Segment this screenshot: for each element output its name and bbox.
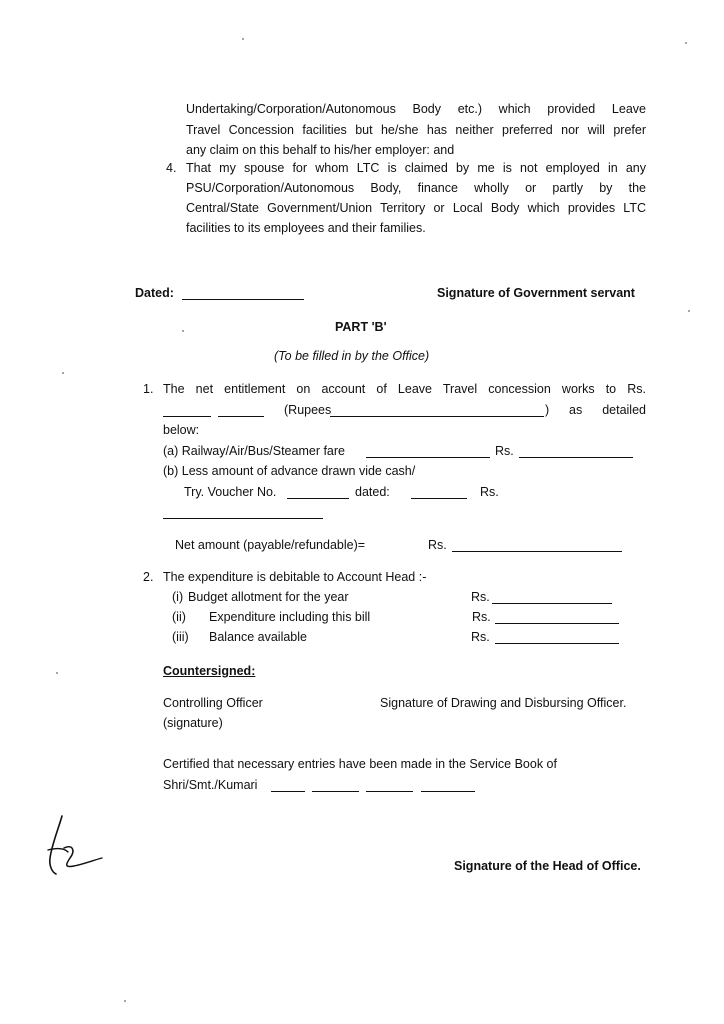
controlling-officer-label: Controlling Officer: [163, 696, 263, 710]
dated-blank-line[interactable]: [182, 299, 304, 300]
dated-label: Dated:: [135, 286, 174, 300]
scan-speck: [124, 1000, 126, 1002]
scan-speck: [688, 310, 690, 312]
expenditure-row-number: (ii): [172, 610, 186, 624]
expenditure-row-rs: Rs.: [472, 610, 491, 624]
item-4-line-2: PSU/Corporation/Autonomous Body, finance wholly or partly by the: [186, 181, 646, 195]
rupees-label: (Rupees: [284, 403, 332, 417]
intro-line-3: any claim on this behalf to his/her employer: and: [186, 143, 455, 157]
countersigned-heading: Countersigned:: [163, 664, 256, 678]
item-1-line-1: The net entitlement on account of Leave Travel concession works to Rs.: [163, 382, 646, 396]
fare-label: (a) Railway/Air/Bus/Steamer fare: [163, 444, 346, 458]
scan-speck: [242, 38, 244, 40]
name-line-3[interactable]: [366, 791, 413, 792]
item-2-title: The expenditure is debitable to Account Head :-: [163, 570, 427, 584]
fare-blank-line[interactable]: [366, 457, 490, 458]
balance-amount-line[interactable]: [495, 643, 619, 644]
expenditure-row-label: Expenditure including this bill: [209, 610, 371, 624]
intro-line-1: Undertaking/Corporation/Autonomous Body etc.) which provided Leave: [186, 102, 646, 116]
certified-line-2: Shri/Smt./Kumari: [163, 778, 258, 792]
scan-speck: [56, 672, 58, 674]
net-amount-line[interactable]: [452, 551, 622, 552]
voucher-date-line[interactable]: [411, 498, 467, 499]
ddo-signature: Signature of Drawing and Disbursing Officer.: [380, 696, 627, 710]
advance-amount-line[interactable]: [163, 518, 323, 519]
name-line-1[interactable]: [271, 791, 305, 792]
voucher-rs-label: Rs.: [480, 485, 499, 499]
scan-speck: [685, 42, 687, 44]
name-line-4[interactable]: [421, 791, 475, 792]
certified-line-1: Certified that necessary entries have been made in the Service Book of: [163, 757, 557, 771]
fare-amount-line[interactable]: [519, 457, 633, 458]
controlling-officer-signature: (signature): [163, 716, 223, 730]
rupees-in-words-line[interactable]: [330, 416, 544, 417]
net-rs-label: Rs.: [428, 538, 447, 552]
name-line-2[interactable]: [312, 791, 359, 792]
handwritten-initials: [40, 812, 110, 884]
scan-speck: [62, 372, 64, 374]
head-of-office-signature: Signature of the Head of Office.: [454, 859, 641, 873]
part-b-subtitle: (To be filled in by the Office): [274, 349, 430, 363]
balance-row-number: (iii): [172, 630, 189, 644]
net-amount-label: Net amount (payable/refundable)=: [175, 538, 366, 552]
expenditure-amount-line[interactable]: [495, 623, 619, 624]
voucher-number-line[interactable]: [287, 498, 349, 499]
item-4-line-4: facilities to its employees and their families.: [186, 221, 426, 235]
as-detailed-text: as detailed: [569, 403, 646, 417]
below-text: below:: [163, 423, 200, 437]
budget-row-label: Budget allotment for the year: [188, 590, 349, 604]
fare-rs-label: Rs.: [495, 444, 514, 458]
budget-row-rs: Rs.: [471, 590, 490, 604]
item-4-line-3: Central/State Government/Union Territory or Local Body which provides LTC: [186, 201, 646, 215]
budget-row-number: (i): [172, 590, 184, 604]
item-2-number: 2.: [143, 570, 154, 584]
balance-row-rs: Rs.: [471, 630, 490, 644]
item-4-number: 4.: [166, 161, 177, 175]
advance-label: (b) Less amount of advance drawn vide cash/: [163, 464, 416, 478]
budget-amount-line[interactable]: [492, 603, 612, 604]
voucher-label: Try. Voucher No.: [184, 485, 277, 499]
item-4-line-1: That my spouse for whom LTC is claimed by me is not employed in any: [186, 161, 646, 175]
rupees-close-paren: ): [545, 403, 550, 417]
entitlement-amount-line-1[interactable]: [163, 416, 211, 417]
entitlement-amount-line-2[interactable]: [218, 416, 264, 417]
scan-speck: [182, 330, 184, 332]
voucher-dated-label: dated:: [355, 485, 390, 499]
intro-line-2: Travel Concession facilities but he/she has neither preferred nor will prefer: [186, 123, 646, 137]
balance-row-label: Balance available: [209, 630, 307, 644]
item-1-number: 1.: [143, 382, 154, 396]
part-b-title: PART 'B': [335, 320, 387, 334]
government-servant-signature: Signature of Government servant: [437, 286, 635, 300]
